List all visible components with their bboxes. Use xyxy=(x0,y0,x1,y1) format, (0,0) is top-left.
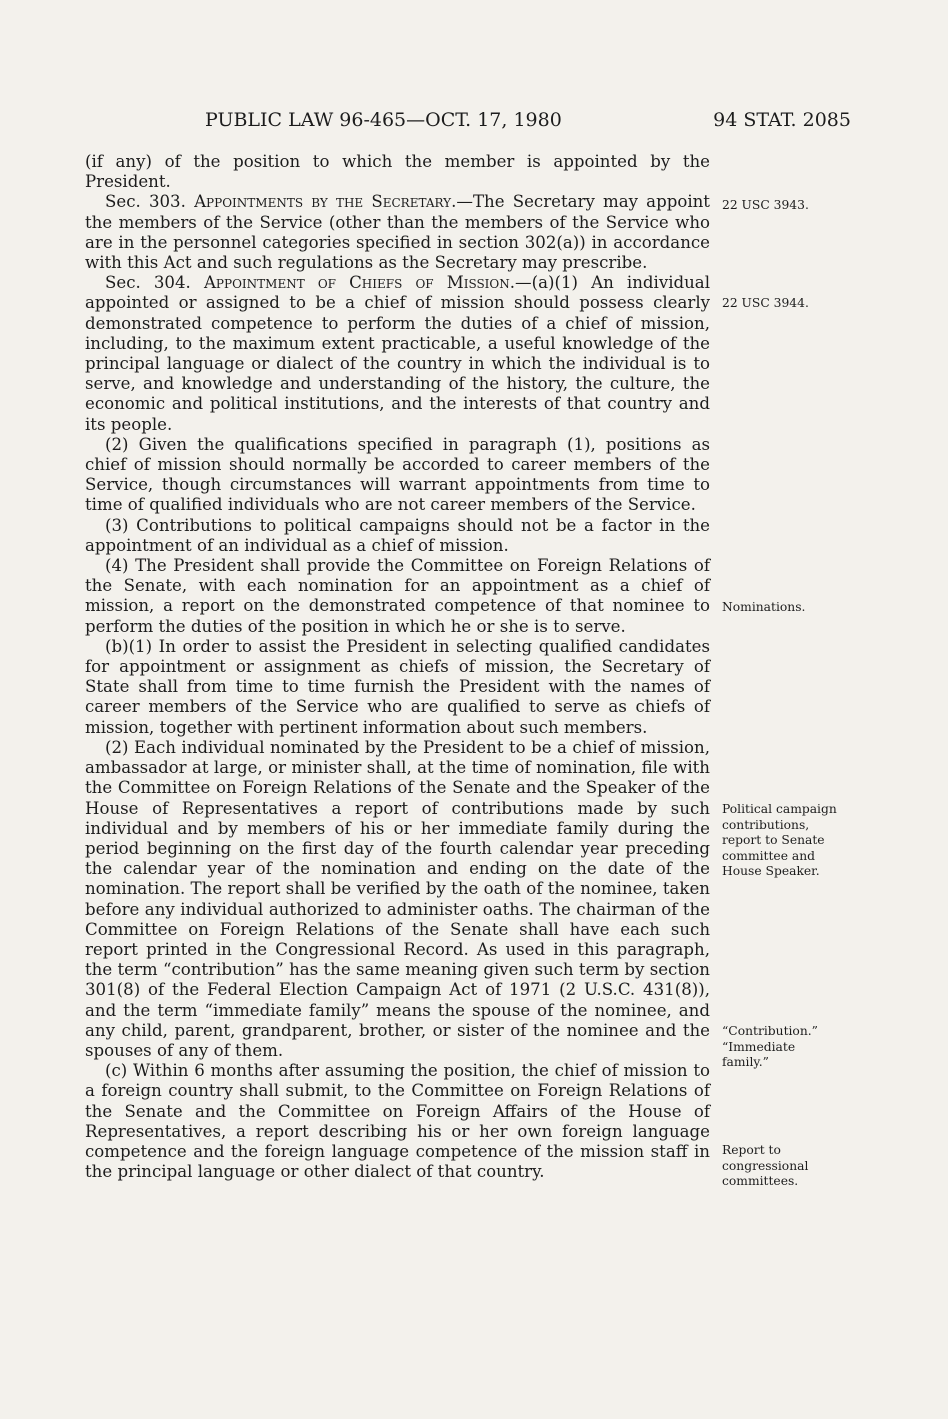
section-number: Sec. 304. xyxy=(105,273,191,293)
statute-page-number: 94 STAT. 2085 xyxy=(713,109,851,131)
section-number: Sec. 303. xyxy=(105,192,186,212)
margin-note: 22 USC 3943. xyxy=(722,198,809,212)
section-text: —(a)(1) An individual appointed or assigned to be a chief of mission should possess clearly demonstrated competence to perform the duties of a chief of mission, including, to the maximum extent practicable, a useful knowledge of the principal language or dialect of the country in which the individual is to serve, and knowledge and understanding of the history, the culture, the economic and political institutions, and the interests of that country and its people. xyxy=(85,273,711,434)
paragraph: (b)(1) In order to assist the President in selecting qualified candidates for appointment or assignment as chiefs of mission, the Secretary of State shall from time to time furnish the President with the names of career members of the Service who are qualified to serve as chiefs of mission, together with pertinent information about such members. xyxy=(85,636,710,737)
paragraph: (3) Contributions to political campaigns should not be a factor in the appointment of an individual as a chief of mission. xyxy=(85,515,710,555)
margin-note: 22 USC 3944. xyxy=(722,296,809,310)
section-heading: Appointments by the Secretary. xyxy=(194,192,457,212)
section-text: —The Secretary may appoint the members of the Service (other than the members of the Service who are in the personnel categories specified in section 302(a)) in accordance with this Act and such regulations as the Secretary may prescribe. xyxy=(85,192,710,273)
page-title: PUBLIC LAW 96-465—OCT. 17, 1980 xyxy=(205,109,562,131)
paragraph: (c) Within 6 months after assuming the position, the chief of mission to a foreign country shall submit, to the Committee on Foreign Relations of the Senate and the Committee on Foreign Affairs of the House of Representatives, a report describing his or her own foreign language competence and the foreign language competence of the mission staff in the principal language or other dialect of that country. xyxy=(85,1061,710,1182)
margin-note: Report to congressional committees. xyxy=(722,1143,809,1189)
paragraph: (2) Each individual nominated by the President to be a chief of mission, ambassador at large, or minister shall, at the time of nomination, file with the Committee on Foreign Relations of the Senate and the Speaker of the House of Representatives a report of contributions made by such individual and by members of his or her immediate family during the period beginning on the first day of the fourth calendar year preceding the calendar year of the nomination and ending on the date of the nomination. The report shall be verified by the oath of the nominee, taken before any individual authorized to administer oaths. The chairman of the Committee on Foreign Relations of the Senate shall have each such report printed in the Congressional Record. As used in this paragraph, the term “contribution” has the same meaning given such term by section 301(8) of the Federal Election Campaign Act of 1971 (2 U.S.C. 431(8)), and the term “immediate family” means the spouse of the nominee, and any child, parent, grandparent, brother, or sister of the nominee and the spouses of any of them. xyxy=(85,737,710,1060)
page-header xyxy=(85,105,851,135)
paragraph: (4) The President shall provide the Committee on Foreign Relations of the Senate, with each nomination for an appointment as a chief of mission, a report on the demonstrated competence of that nominee to perform the duties of the position in which he or she is to serve. xyxy=(85,556,710,636)
margin-note: Nominations. xyxy=(722,600,806,614)
section-303 xyxy=(85,192,710,273)
section-304 xyxy=(85,273,710,435)
paragraph: (2) Given the qualifications specified in paragraph (1), positions as chief of mission should normally be accorded to career members of the Service, though circumstances will warrant appointments from time to time of qualified individuals who are not career members of the Service. xyxy=(85,434,710,515)
margin-note: Political campaign contributions, report to Senate committee and House Speaker. xyxy=(722,802,837,879)
paragraph: (if any) of the position to which the member is appointed by the President. xyxy=(85,152,710,192)
body-text xyxy=(85,152,710,1182)
section-heading: Appointment of Chiefs of Mission. xyxy=(203,273,516,293)
margin-note: “Contribution.” “Immediate family.” xyxy=(722,1024,818,1070)
